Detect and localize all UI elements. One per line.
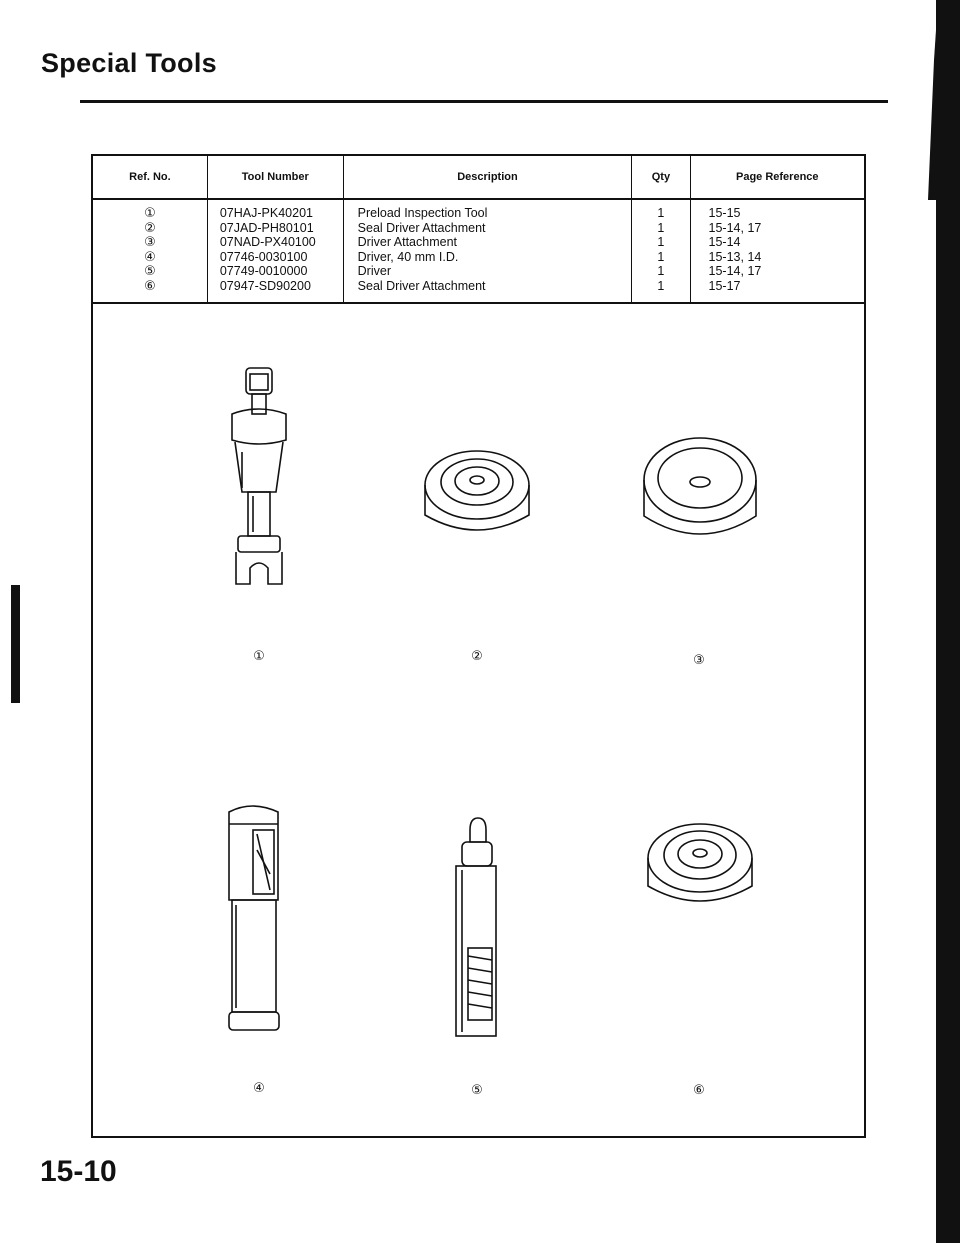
tool-number: 07749-0010000 bbox=[219, 264, 308, 279]
tool-qty: 1 bbox=[657, 264, 665, 279]
page-reference: 15-15 bbox=[708, 206, 741, 220]
header-qty: Qty bbox=[632, 156, 690, 199]
illustration-label-5: ⑤ bbox=[471, 1082, 483, 1097]
header-description: Description bbox=[343, 156, 632, 199]
tool-description: Seal Driver Attachment bbox=[357, 220, 486, 235]
page-reference: 15-14 bbox=[708, 235, 741, 250]
title-divider bbox=[80, 100, 888, 103]
ref-mark: ③ bbox=[144, 234, 156, 250]
illustration-label-2: ② bbox=[471, 648, 483, 663]
illustration-label-1: ① bbox=[253, 648, 265, 663]
illustration-label-3: ③ bbox=[693, 652, 705, 667]
ref-mark: ⑤ bbox=[144, 263, 156, 279]
tool-qty: 1 bbox=[657, 206, 665, 220]
tools-table bbox=[93, 156, 864, 304]
ref-mark: ① bbox=[144, 205, 156, 220]
page-edge-bar bbox=[936, 0, 960, 1243]
qty-cell bbox=[632, 199, 690, 303]
ref-mark: ⑥ bbox=[144, 277, 156, 293]
page-reference: 15-14, 17 bbox=[708, 264, 762, 279]
tool-number: 07HAJ-PK40201 bbox=[219, 206, 313, 220]
tool-qty: 1 bbox=[657, 235, 665, 250]
page-number: 15-10 bbox=[40, 1155, 117, 1188]
tool-qty: 1 bbox=[657, 220, 665, 235]
description-cell bbox=[343, 199, 632, 303]
tool-description: Driver bbox=[357, 264, 391, 279]
tool-number-cell bbox=[207, 199, 343, 303]
tool-number: 07746-0030100 bbox=[219, 249, 308, 264]
tool-description: Seal Driver Attachment bbox=[357, 278, 486, 293]
header-page-reference: Page Reference bbox=[690, 156, 864, 199]
tool-description: Driver, 40 mm I.D. bbox=[357, 249, 459, 264]
table-header-row bbox=[93, 156, 864, 199]
tool-number: 07947-SD90200 bbox=[219, 278, 311, 293]
tool-qty: 1 bbox=[657, 278, 665, 293]
tools-frame bbox=[91, 154, 866, 1138]
illustration-label-4: ④ bbox=[253, 1080, 265, 1095]
page-reference-cell bbox=[690, 199, 864, 303]
page-reference: 15-14, 17 bbox=[708, 220, 762, 235]
ref-mark: ② bbox=[144, 219, 156, 235]
header-ref-no: Ref. No. bbox=[93, 156, 207, 199]
tool-description: Preload Inspection Tool bbox=[357, 206, 488, 220]
tool-qty: 1 bbox=[657, 249, 665, 264]
page-title: Special Tools bbox=[41, 48, 217, 78]
header-tool-number: Tool Number bbox=[207, 156, 343, 199]
table-row bbox=[93, 199, 864, 303]
page-reference: 15-13, 14 bbox=[708, 249, 762, 264]
tool-number: 07NAD-PX40100 bbox=[219, 235, 316, 250]
page-reference: 15-17 bbox=[708, 278, 741, 293]
page-edge-notch bbox=[928, 0, 938, 200]
section-tab-marker bbox=[11, 585, 20, 703]
tool-description: Driver Attachment bbox=[357, 235, 457, 250]
illustration-label-6: ⑥ bbox=[693, 1082, 705, 1097]
ref-cell bbox=[93, 199, 207, 303]
tool-number: 07JAD-PH80101 bbox=[219, 220, 314, 235]
ref-mark: ④ bbox=[144, 248, 156, 264]
